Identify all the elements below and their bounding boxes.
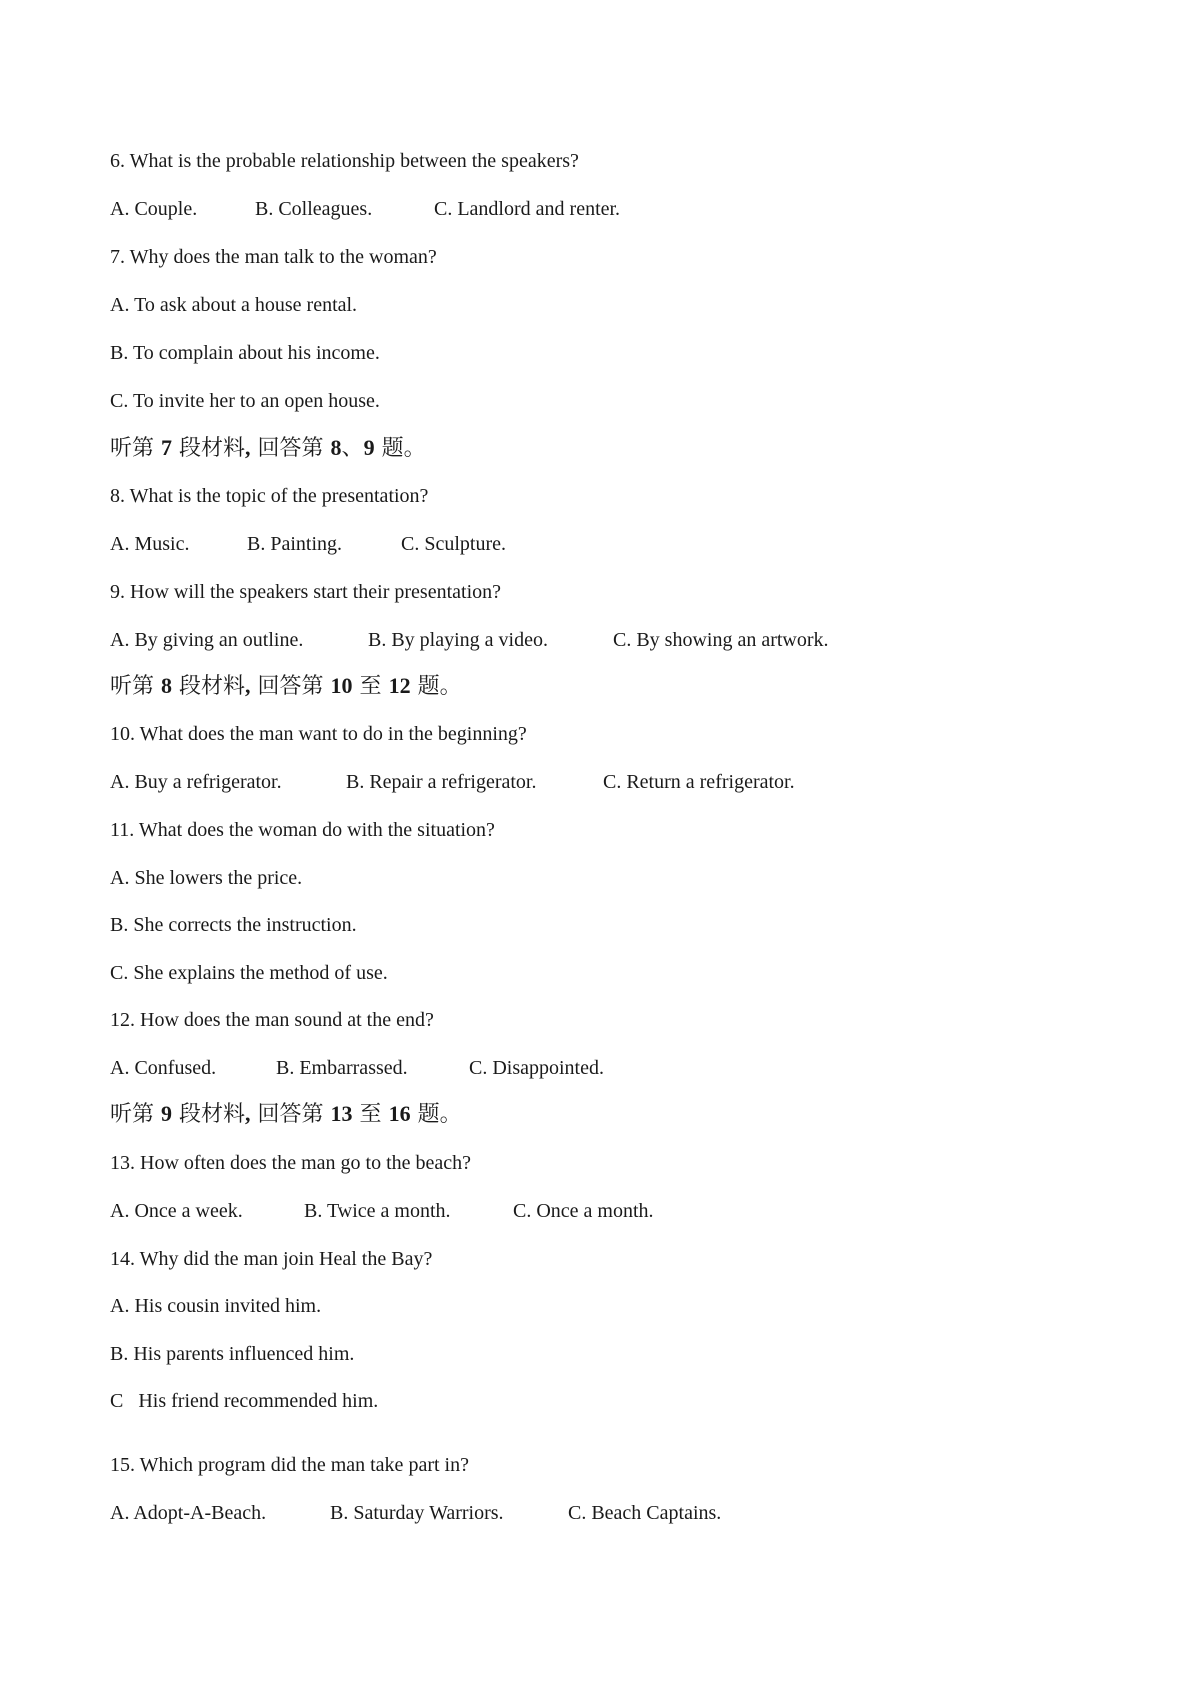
- q7-option-a: A. To ask about a house rental.: [110, 294, 358, 316]
- q9-option-c: C. By showing an artwork.: [613, 629, 829, 651]
- q7-option-c: C. To invite her to an open house.: [110, 390, 380, 412]
- question-8: 8. What is the topic of the presentation?: [110, 485, 429, 507]
- q12-option-a: A. Confused.: [110, 1057, 217, 1079]
- q11-option-a: A. She lowers the price.: [110, 867, 303, 889]
- question-15: 15. Which program did the man take part in?: [110, 1454, 469, 1476]
- q8-option-c: C. Sculpture.: [401, 533, 506, 555]
- question-9: 9. How will the speakers start their presentation?: [110, 581, 501, 603]
- q14-option-b: B. His parents influenced him.: [110, 1343, 355, 1365]
- q15-option-a: A. Adopt-A-Beach.: [110, 1502, 267, 1524]
- question-13: 13. How often does the man go to the beach?: [110, 1152, 472, 1174]
- q7-option-b: B. To complain about his income.: [110, 342, 380, 364]
- q15-option-b: B. Saturday Warriors.: [330, 1502, 504, 1524]
- section-9-heading: 听第 9 段材料, 回答第 13 至 16 题。: [110, 1101, 462, 1127]
- q14-option-a: A. His cousin invited him.: [110, 1295, 322, 1317]
- q6-option-c: C. Landlord and renter.: [434, 198, 621, 220]
- q13-option-c: C. Once a month.: [513, 1200, 654, 1222]
- q6-option-b: B. Colleagues.: [255, 198, 373, 220]
- q11-option-c: C. She explains the method of use.: [110, 962, 388, 984]
- question-11: 11. What does the woman do with the situation?: [110, 819, 495, 841]
- q13-option-a: A. Once a week.: [110, 1200, 243, 1222]
- q10-option-c: C. Return a refrigerator.: [603, 771, 795, 793]
- q15-option-c: C. Beach Captains.: [568, 1502, 722, 1524]
- q11-option-b: B. She corrects the instruction.: [110, 914, 357, 936]
- question-10: 10. What does the man want to do in the beginning?: [110, 723, 527, 745]
- q10-option-b: B. Repair a refrigerator.: [346, 771, 537, 793]
- q8-option-a: A. Music.: [110, 533, 190, 555]
- q8-option-b: B. Painting.: [247, 533, 343, 555]
- question-6: 6. What is the probable relationship between the speakers?: [110, 150, 579, 172]
- question-14: 14. Why did the man join Heal the Bay?: [110, 1248, 433, 1270]
- q6-option-a: A. Couple.: [110, 198, 198, 220]
- q12-option-c: C. Disappointed.: [469, 1057, 604, 1079]
- q10-option-a: A. Buy a refrigerator.: [110, 771, 282, 793]
- q9-option-b: B. By playing a video.: [368, 629, 548, 651]
- q14-option-c: C His friend recommended him.: [110, 1390, 379, 1412]
- q13-option-b: B. Twice a month.: [304, 1200, 451, 1222]
- section-8-heading: 听第 8 段材料, 回答第 10 至 12 题。: [110, 673, 462, 699]
- q12-option-b: B. Embarrassed.: [276, 1057, 408, 1079]
- question-7: 7. Why does the man talk to the woman?: [110, 246, 437, 268]
- section-7-heading: 听第 7 段材料, 回答第 8、9 题。: [110, 435, 426, 461]
- q9-option-a: A. By giving an outline.: [110, 629, 304, 651]
- question-12: 12. How does the man sound at the end?: [110, 1009, 434, 1031]
